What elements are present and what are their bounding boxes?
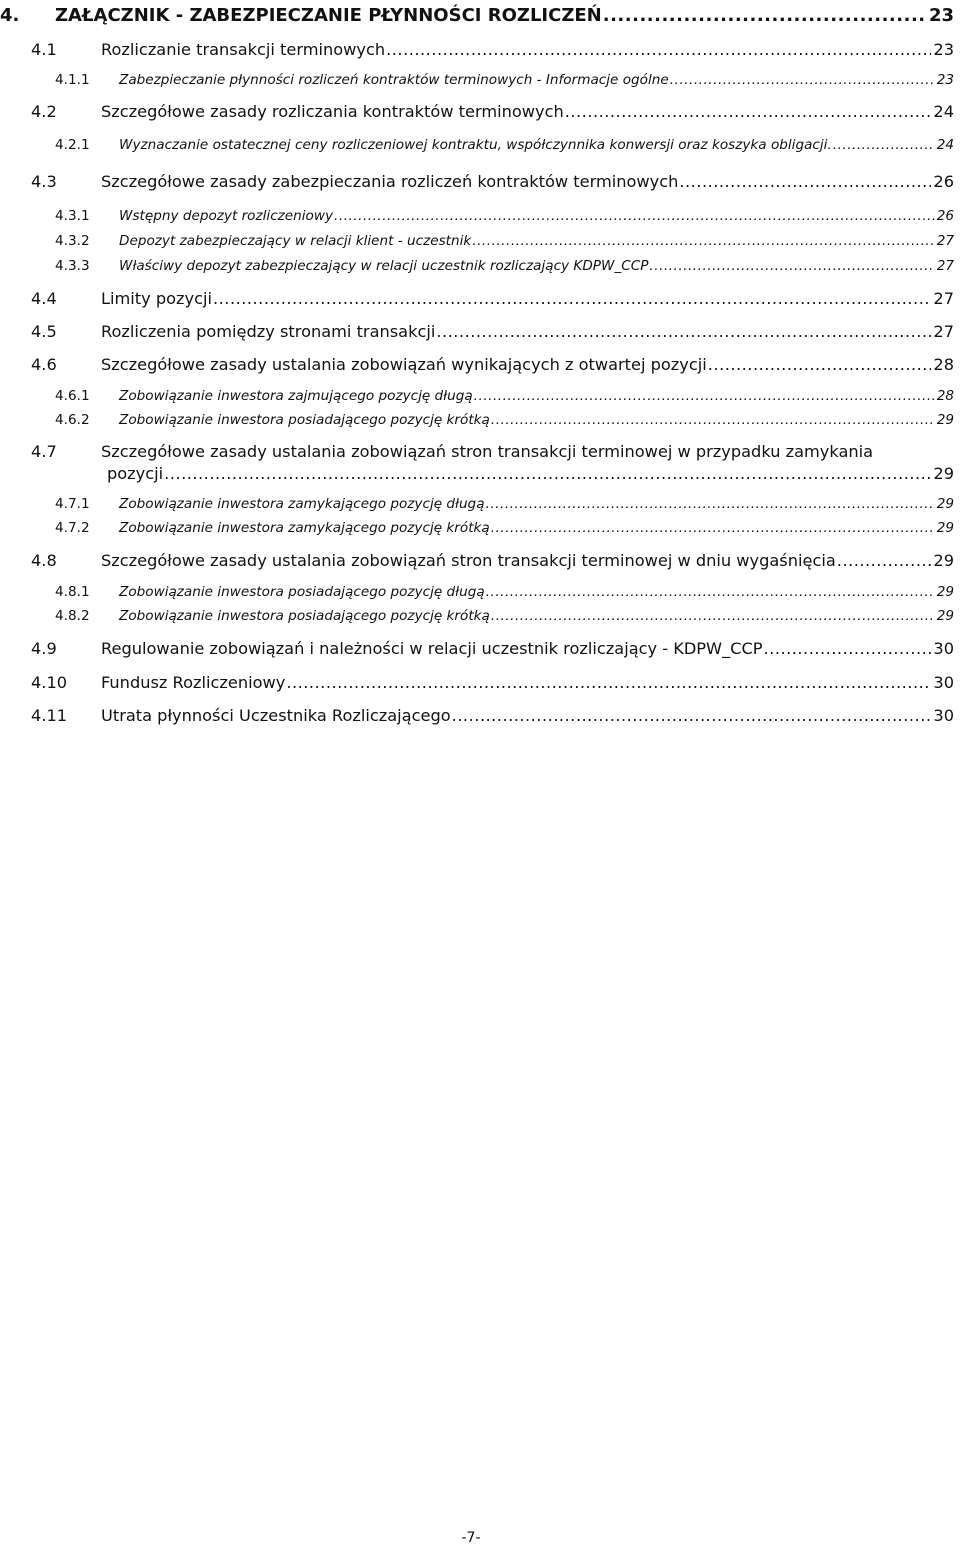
toc-title: Wyznaczanie ostatecznej ceny rozliczeniowej kontraktu, współczynnika konwersji oraz koszyka obligacji. (119, 137, 832, 153)
toc-leader-dots (491, 520, 935, 536)
toc-leader-dots (486, 584, 935, 600)
toc-page-number: 29 (933, 464, 954, 483)
toc-title: Regulowanie zobowiązań i należności w relacji uczestnik rozliczający - KDPW_CCP (101, 639, 763, 658)
toc-leader-dots (649, 258, 934, 274)
toc-leader-dots (491, 412, 935, 428)
toc-leader-dots (486, 496, 935, 512)
toc-leader-dots (837, 551, 932, 570)
toc-number: 4.10 (31, 673, 68, 692)
toc-number: 4.6.2 (55, 412, 90, 428)
toc-leader-dots (679, 172, 931, 191)
toc-number: 4.11 (31, 706, 68, 725)
toc-entry-body (101, 289, 954, 308)
toc-entry-body (101, 706, 954, 725)
toc-number: 4.4 (31, 289, 57, 308)
toc-title: Rozliczenia pomiędzy stronami transakcji (101, 322, 436, 341)
toc-page-number: 23 (936, 72, 954, 88)
toc-page-number: 23 (928, 5, 954, 26)
toc-entry-body (101, 172, 954, 191)
toc-page-number: 27 (933, 322, 954, 341)
toc-title: Zabezpieczanie płynności rozliczeń kontraktów terminowych - Informacje ogólne (119, 72, 669, 88)
toc-leader-dots (386, 40, 931, 59)
toc-leader-dots (286, 673, 931, 692)
toc-page-number: 29 (936, 496, 954, 512)
toc-leader-dots (474, 388, 935, 404)
toc-number: 4. (0, 5, 20, 26)
toc-title: Utrata płynności Uczestnika Rozliczającego (101, 706, 451, 725)
toc-entry-body (119, 137, 954, 153)
toc-title: Depozyt zabezpieczający w relacji klient - uczestnik (119, 233, 472, 249)
toc-title: Rozliczanie transakcji terminowych (101, 40, 386, 59)
toc-page-number: 28 (936, 388, 954, 404)
toc-number: 4.8.2 (55, 608, 90, 624)
toc-entry-body (119, 388, 954, 404)
toc-page-number: 27 (936, 258, 954, 274)
toc-entry-body (119, 584, 954, 600)
toc-leader-dots (764, 639, 932, 658)
toc-title: Wstępny depozyt rozliczeniowy (119, 208, 334, 224)
toc-page-number: 27 (936, 233, 954, 249)
toc-number: 4.7 (31, 442, 57, 461)
toc-entry-body (119, 258, 954, 274)
toc-entry-body (101, 355, 954, 374)
toc-title: Zobowiązanie inwestora zamykającego pozycję długą (119, 496, 485, 512)
toc-leader-dots (603, 5, 927, 26)
page-footer-number: -7- (461, 1530, 481, 1546)
toc-number: 4.3.2 (55, 233, 90, 249)
toc-title: Szczegółowe zasady rozliczania kontraktów terminowych (101, 102, 564, 121)
toc-number: 4.8 (31, 551, 57, 570)
toc-leader-dots (565, 102, 932, 121)
toc-page-number: 26 (933, 172, 954, 191)
toc-title: Fundusz Rozliczeniowy (101, 673, 286, 692)
toc-page-number: 29 (936, 584, 954, 600)
toc-number: 4.6.1 (55, 388, 90, 404)
toc-page-number: 30 (933, 673, 954, 692)
toc-title: Zobowiązanie inwestora posiadającego pozycję krótką (119, 608, 490, 624)
toc-page-number: 28 (933, 355, 954, 374)
toc-entry-body (101, 40, 954, 59)
toc-title: Zobowiązanie inwestora posiadającego pozycję krótką (119, 412, 490, 428)
toc-title: Szczegółowe zasady ustalania zobowiązań wynikających z otwartej pozycji (101, 355, 707, 374)
toc-leader-dots (164, 464, 931, 483)
toc-number: 4.3.1 (55, 208, 90, 224)
toc-number: 4.6 (31, 355, 57, 374)
toc-leader-dots (436, 322, 931, 341)
toc-title: Zobowiązanie inwestora zajmującego pozycję długą (119, 388, 473, 404)
toc-title: Szczegółowe zasady zabezpieczania rozliczeń kontraktów terminowych (101, 172, 679, 191)
toc-number: 4.3 (31, 172, 57, 191)
toc-page-number: 24 (936, 137, 954, 153)
toc-page-number: 29 (933, 551, 954, 570)
toc-number: 4.7.1 (55, 496, 90, 512)
toc-number: 4.9 (31, 639, 57, 658)
toc-leader-dots (833, 137, 935, 153)
toc-entry-body (101, 102, 954, 121)
toc-leader-dots (472, 233, 934, 249)
toc-leader-dots (213, 289, 931, 308)
toc-entry-body (101, 322, 954, 341)
toc-entry-body (119, 72, 954, 88)
toc-entry-body (119, 608, 954, 624)
toc-title: Właściwy depozyt zabezpieczający w relacji uczestnik rozliczający KDPW_CCP (119, 258, 649, 274)
toc-leader-dots (708, 355, 932, 374)
toc-number: 4.7.2 (55, 520, 90, 536)
toc-page-number: 29 (936, 608, 954, 624)
toc-page-number: 30 (933, 706, 954, 725)
toc-entry-body (55, 5, 954, 26)
toc-title: Zobowiązanie inwestora zamykającego pozycję krótką (119, 520, 490, 536)
toc-page-number: 29 (936, 412, 954, 428)
toc-title: Limity pozycji (101, 289, 213, 308)
toc-entry-body (119, 208, 954, 224)
toc-entry-body (119, 233, 954, 249)
toc-number: 4.1 (31, 40, 57, 59)
toc-page-number: 23 (933, 40, 954, 59)
toc-title-continued: pozycji (107, 464, 164, 483)
toc-title: Szczegółowe zasady ustalania zobowiązań stron transakcji terminowej w dniu wygaśnięcia (101, 551, 836, 570)
toc-page-number: 30 (933, 639, 954, 658)
toc-entry-body (101, 551, 954, 570)
toc-leader-dots (491, 608, 935, 624)
toc-title: Zobowiązanie inwestora posiadającego pozycję długą (119, 584, 485, 600)
toc-title: Szczegółowe zasady ustalania zobowiązań stron transakcji terminowej w przypadku zamykania (101, 442, 874, 461)
toc-number: 4.3.3 (55, 258, 90, 274)
toc-title: ZAŁĄCZNIK - ZABEZPIECZANIE PŁYNNOŚCI ROZLICZEŃ (55, 5, 602, 26)
toc-page-number: 27 (933, 289, 954, 308)
toc-leader-dots (452, 706, 932, 725)
toc-entry-body (119, 520, 954, 536)
toc-page-number: 24 (933, 102, 954, 121)
toc-entry-body (101, 639, 954, 658)
toc-number: 4.2 (31, 102, 57, 121)
toc-entry-body (119, 496, 954, 512)
toc-leader-dots (334, 208, 935, 224)
toc-page-number: 29 (936, 520, 954, 536)
toc-entry-body (101, 673, 954, 692)
toc-number: 4.1.1 (55, 72, 90, 88)
toc-number: 4.8.1 (55, 584, 90, 600)
toc-page-number: 26 (936, 208, 954, 224)
toc-number: 4.5 (31, 322, 57, 341)
toc-number: 4.2.1 (55, 137, 90, 153)
toc-leader-dots (670, 72, 935, 88)
toc-entry-body (107, 464, 954, 483)
toc-entry-body (119, 412, 954, 428)
